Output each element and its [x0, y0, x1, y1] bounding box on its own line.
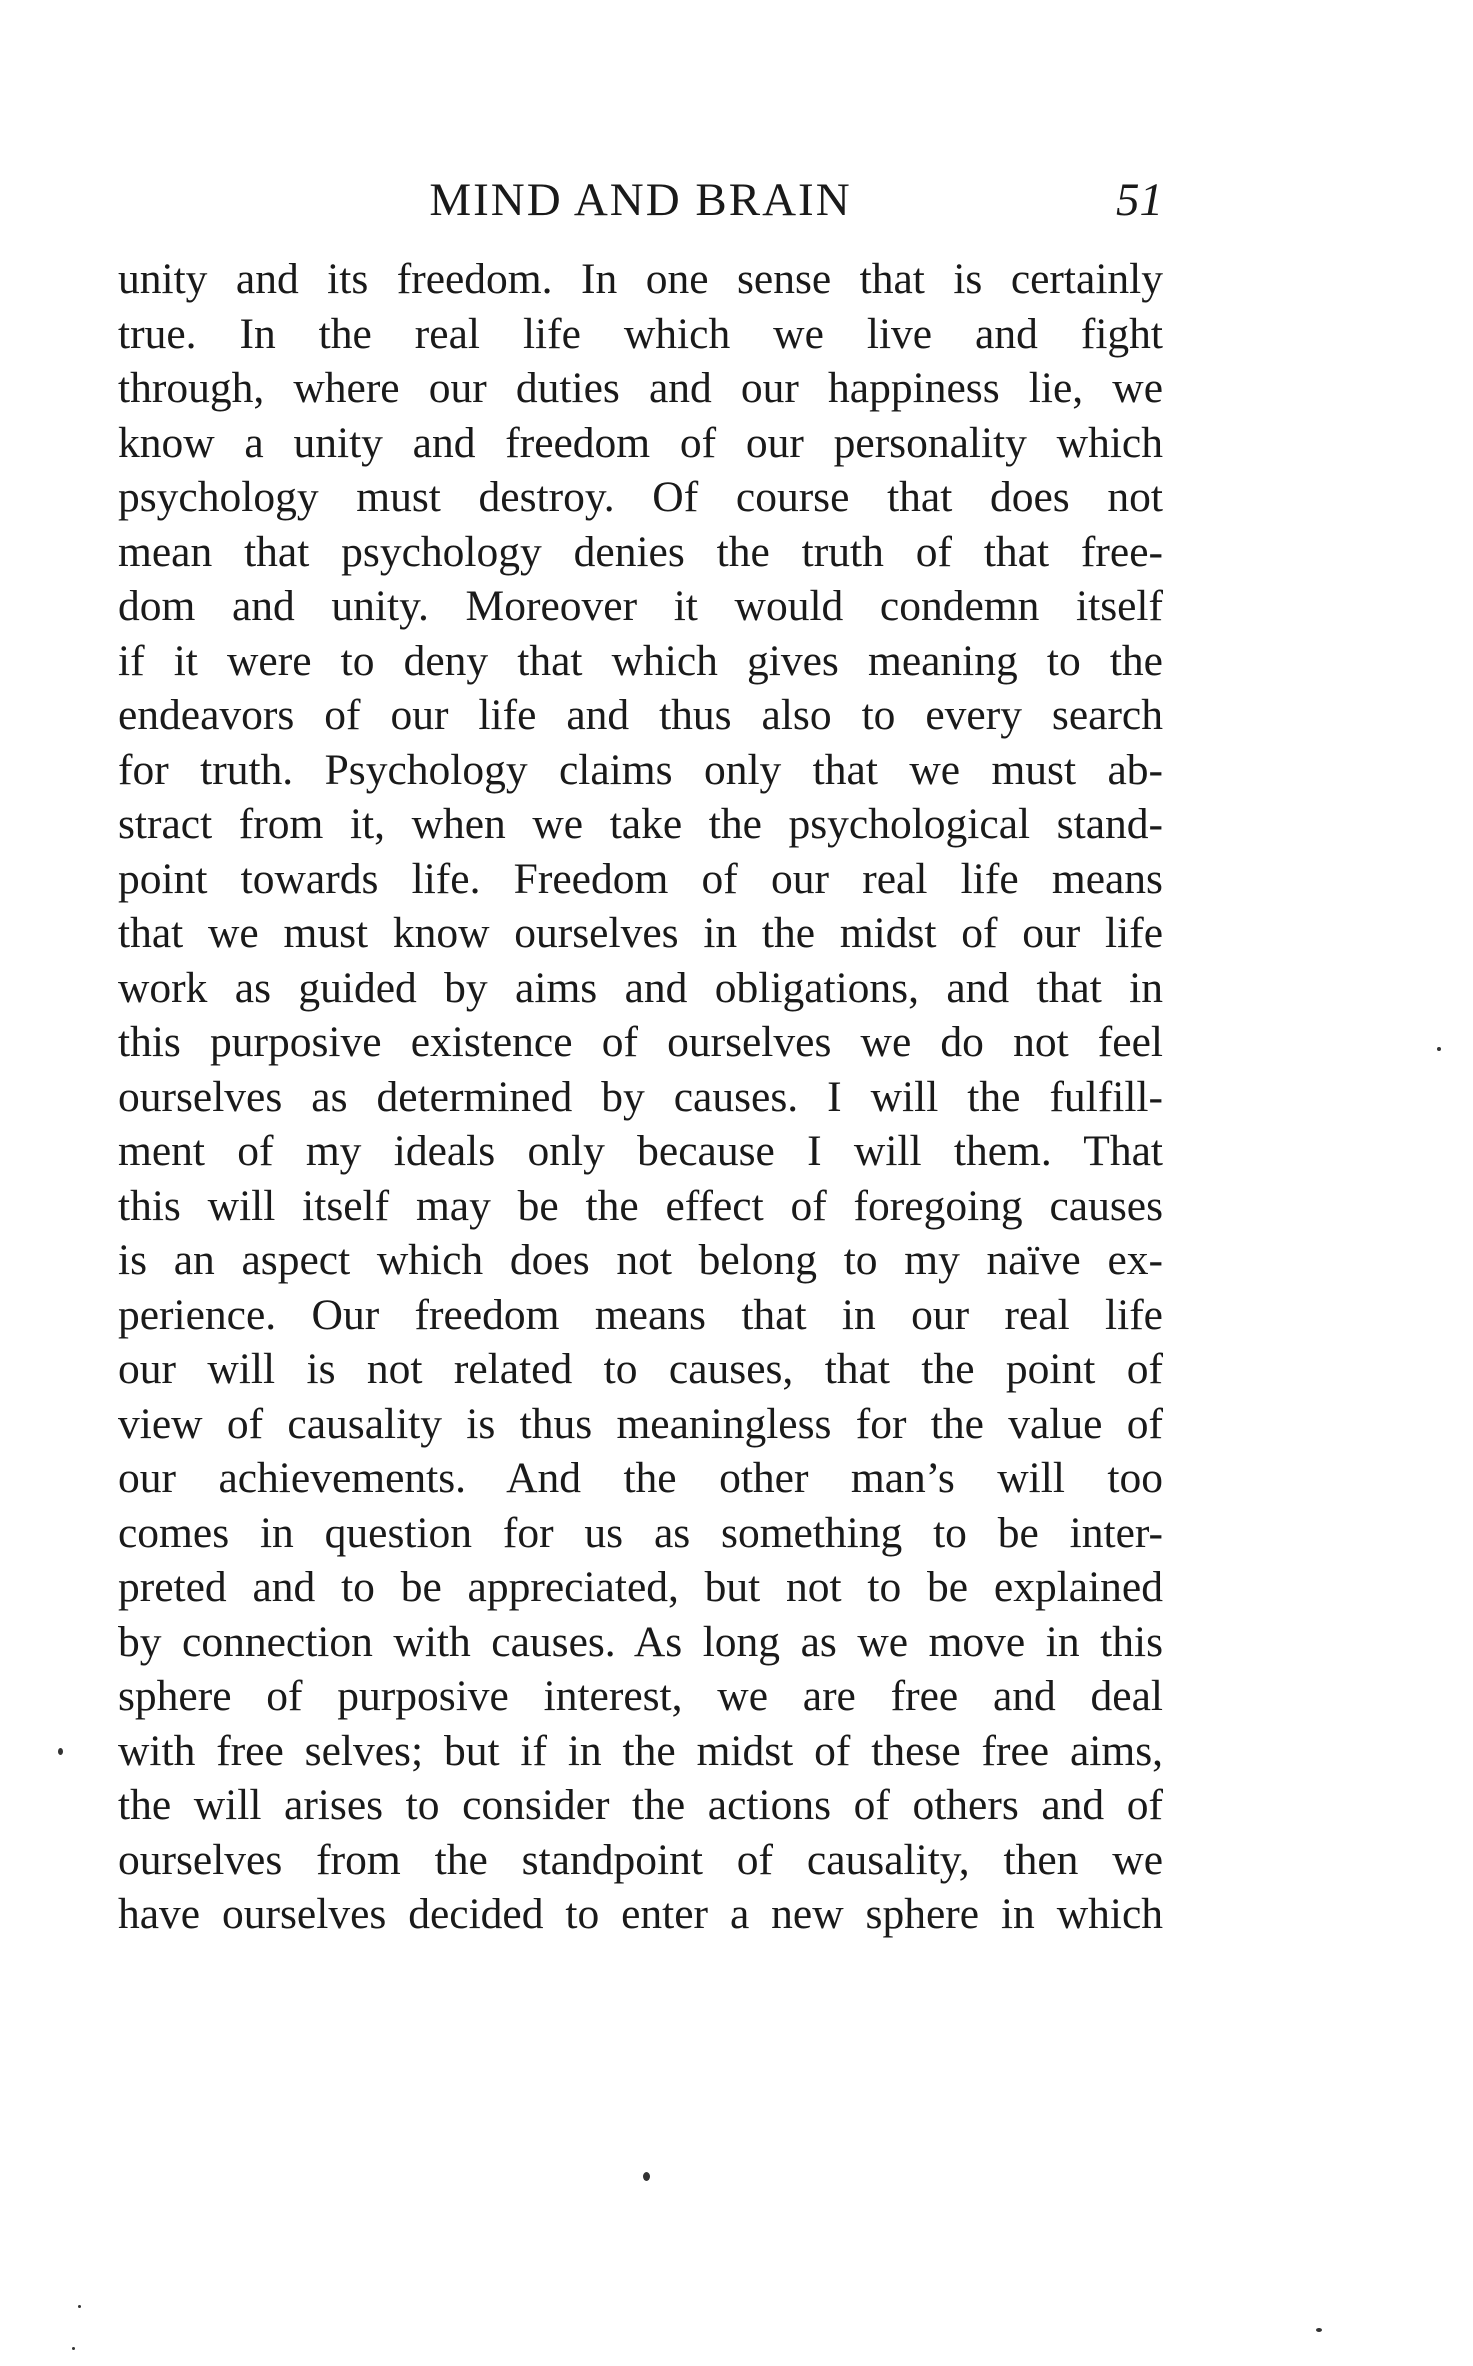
text-line: this will itself may be the effect of foregoing causes	[118, 1181, 1163, 1230]
text-line: endeavors of our life and thus also to every search	[118, 691, 1163, 739]
text-line: by connection with causes. As long as we move in this	[118, 1617, 1163, 1666]
text-line: know a unity and freedom of our personality which	[118, 418, 1163, 467]
text-line: sphere of purposive interest, we are free and deal	[118, 1672, 1163, 1720]
text-line: view of causality is thus meaningless for the value of	[118, 1399, 1163, 1448]
text-line: our achievements. And the other man’s will too	[118, 1454, 1163, 1502]
text-line: is an aspect which does not belong to my naïve ex-	[118, 1236, 1163, 1284]
text-line: mean that psychology denies the truth of that free-	[118, 527, 1163, 576]
ink-speck	[72, 2347, 75, 2350]
text-line: have ourselves decided to enter a new sphere in which	[118, 1890, 1163, 1938]
text-line: preted and to be appreciated, but not to be explained	[118, 1563, 1163, 1611]
text-line: dom and unity. Moreover it would condemn itself	[118, 582, 1163, 630]
ink-speck	[1316, 2328, 1322, 2332]
text-line: stract from it, when we take the psychological stand-	[118, 800, 1163, 848]
text-line: ment of my ideals only because I will them. That	[118, 1127, 1163, 1175]
text-line: ourselves as determined by causes. I will the fulfill-	[118, 1072, 1163, 1121]
running-head	[118, 165, 1163, 235]
text-line: work as guided by aims and obligations, and that in	[118, 963, 1163, 1012]
text-line: with free selves; but if in the midst of these free aims,	[118, 1726, 1163, 1775]
text-line: for truth. Psychology claims only that we must ab-	[118, 745, 1163, 794]
text-line: perience. Our freedom means that in our real life	[118, 1290, 1163, 1339]
ink-speck	[1437, 1047, 1441, 1051]
text-line: our will is not related to causes, that the point of	[118, 1345, 1163, 1393]
text-line: true. In the real life which we live and fight	[118, 309, 1163, 358]
text-line: through, where our duties and our happiness lie, we	[118, 364, 1163, 412]
text-line: if it were to deny that which gives meaning to the	[118, 636, 1163, 685]
text-line: that we must know ourselves in the midst of our life	[118, 909, 1163, 957]
text-line: unity and its freedom. In one sense that is certainly	[118, 255, 1163, 303]
text-line: this purposive existence of ourselves we do not feel	[118, 1018, 1163, 1066]
text-line: the will arises to consider the actions of others and of	[118, 1781, 1163, 1829]
text-line: ourselves from the standpoint of causality, then we	[118, 1835, 1163, 1884]
ink-speck	[58, 1748, 63, 1755]
text-line: point towards life. Freedom of our real life means	[118, 854, 1163, 903]
running-title: MIND AND BRAIN	[429, 174, 852, 226]
body-text	[118, 252, 1163, 1942]
ink-speck	[78, 2305, 81, 2308]
text-line: psychology must destroy. Of course that does not	[118, 473, 1163, 521]
page-number: 51	[1116, 174, 1163, 226]
ink-speck	[643, 2172, 650, 2181]
text-line: comes in question for us as something to be inter-	[118, 1508, 1163, 1557]
